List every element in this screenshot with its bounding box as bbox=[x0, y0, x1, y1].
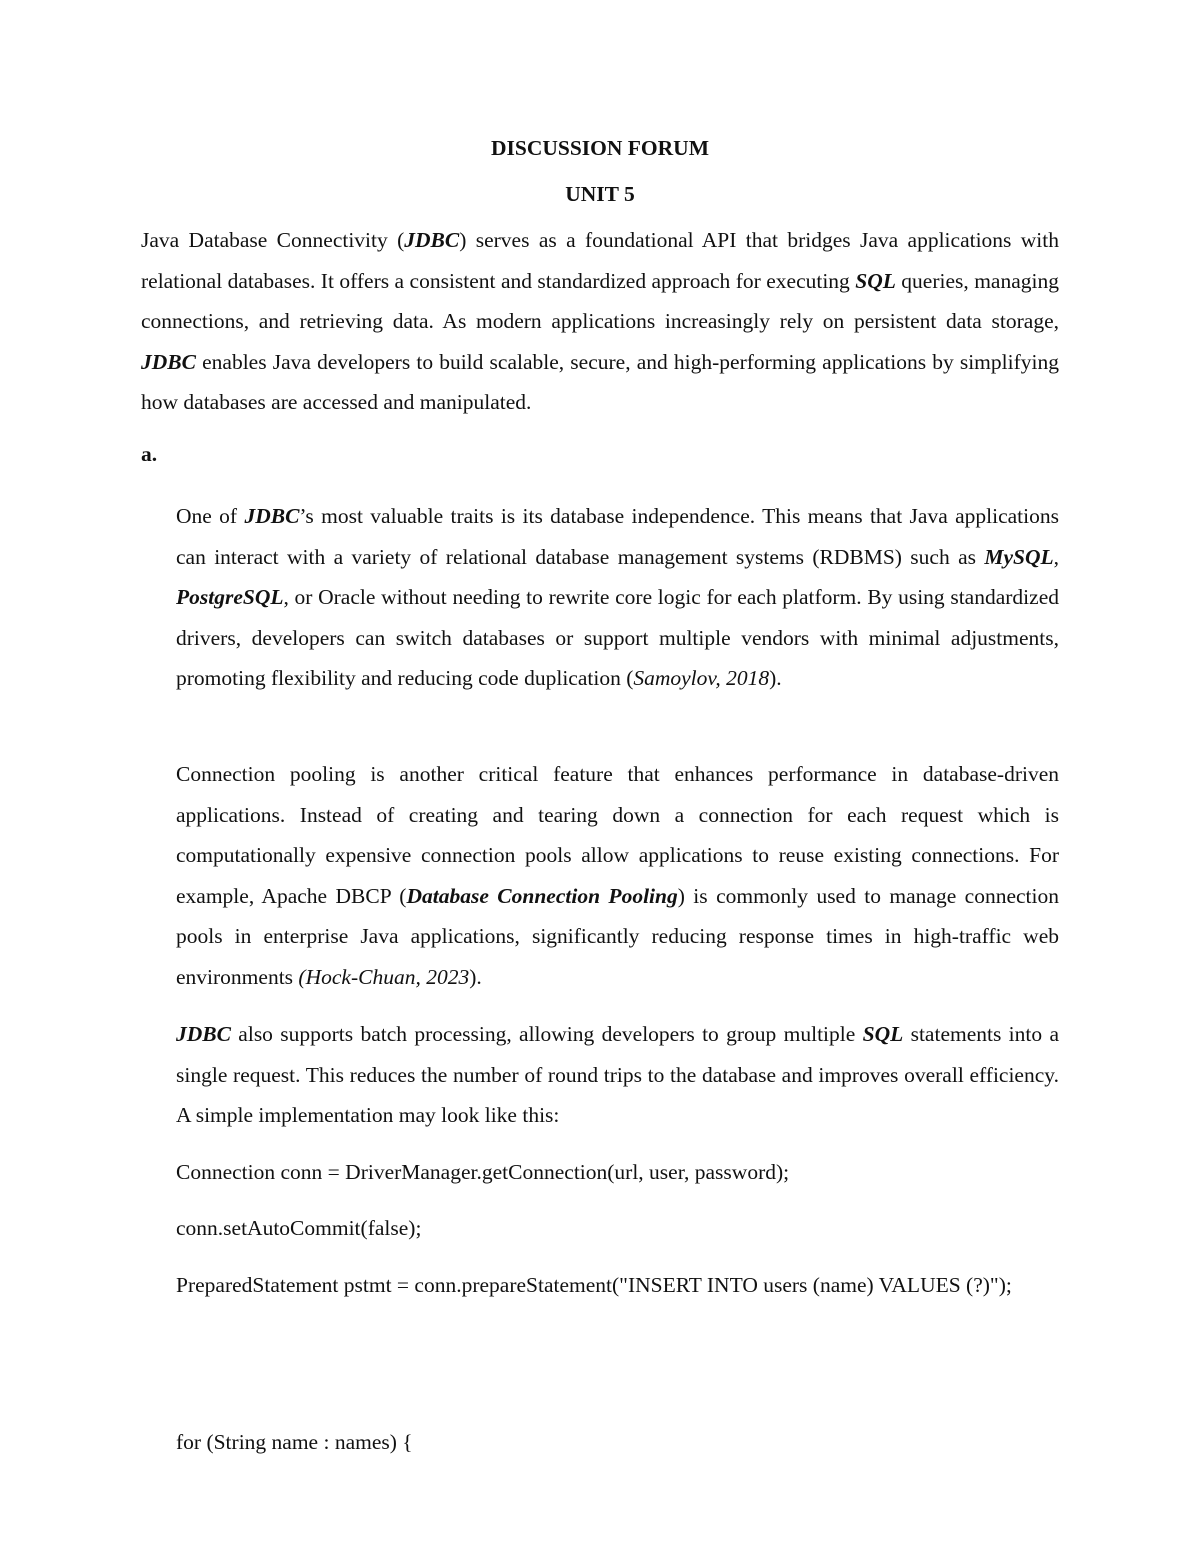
text-run: also supports batch processing, allowing developers to group multiple bbox=[230, 1022, 863, 1046]
text-run: ) serves as a foundational API that bridges Java applications with relational databases. It offers a consistent and standardized approach for executing bbox=[141, 228, 1059, 293]
unit-heading: UNIT 5 bbox=[565, 182, 635, 206]
emphasis-mysql: MySQL bbox=[984, 544, 1054, 569]
paragraph-connection-pooling bbox=[176, 754, 1059, 997]
text-run: enables Java developers to build scalable, secure, and high-performing applications by simplifying how databases are accessed and manipulated. bbox=[141, 349, 1059, 414]
text-run: ). bbox=[469, 964, 482, 989]
emphasis-sql: SQL bbox=[862, 1022, 904, 1046]
citation: (Hock-Chuan, 2023 bbox=[298, 964, 470, 989]
text-run: , or Oracle without needing to rewrite core logic for each platform. By using standardized drivers, developers can switch databases or support multiple vendors with minimal adjustments, promoting flexibility and reducing code duplication ( bbox=[176, 585, 1059, 690]
emphasis-sql: SQL bbox=[855, 268, 896, 293]
emphasis-dbcp: Database Connection Pooling bbox=[406, 883, 678, 908]
text-run: Connection pooling is another critical feature that enhances performance in database-driven applications. Instead of creating and tearing down a connection for each request which is computationally expensive connection pools allow applications to reuse existing connections. For example, Apache DBCP ( bbox=[176, 762, 1059, 908]
document-title: DISCUSSION FORUM bbox=[490, 136, 709, 160]
code-line: conn.setAutoCommit(false); bbox=[176, 1216, 422, 1240]
text-run: ). bbox=[769, 666, 782, 690]
intro-paragraph bbox=[141, 220, 1059, 423]
text-run: ’s most valuable traits is its database independence. This means that Java applications can interact with a variety of relational database management systems (RDBMS) such as bbox=[176, 504, 1059, 569]
emphasis-jdbc: JDBC bbox=[404, 228, 460, 252]
emphasis-jdbc: JDBC bbox=[141, 349, 196, 374]
code-line: PreparedStatement pstmt = conn.prepareStatement("INSERT INTO users (name) VALUES (?)"); bbox=[176, 1273, 1012, 1297]
citation: Samoylov, 2018 bbox=[633, 666, 770, 690]
text-run: Java Database Connectivity ( bbox=[141, 228, 405, 252]
text-run: , bbox=[1053, 544, 1059, 569]
text-run: queries, managing connections, and retrieving data. As modern applications increasingly rely on persistent data storage, bbox=[141, 268, 1059, 333]
section-label: a. bbox=[141, 442, 158, 466]
paragraph-database-independence bbox=[176, 496, 1059, 699]
emphasis-postgresql: PostgreSQL bbox=[176, 585, 284, 609]
code-line: for (String name : names) { bbox=[176, 1430, 413, 1454]
emphasis-jdbc: JDBC bbox=[176, 1022, 231, 1046]
paragraph-batch-processing bbox=[176, 1014, 1059, 1136]
code-line: Connection conn = DriverManager.getConnection(url, user, password); bbox=[176, 1160, 790, 1184]
text-run: One of bbox=[176, 504, 245, 528]
emphasis-jdbc: JDBC bbox=[244, 504, 300, 528]
text-run: ) is commonly used to manage connection pools in enterprise Java applications, significantly reducing response times in high-traffic web environments bbox=[176, 883, 1059, 989]
text-run: statements into a single request. This reduces the number of round trips to the database and improves overall efficiency. A simple implementation may look like this: bbox=[176, 1022, 1060, 1127]
